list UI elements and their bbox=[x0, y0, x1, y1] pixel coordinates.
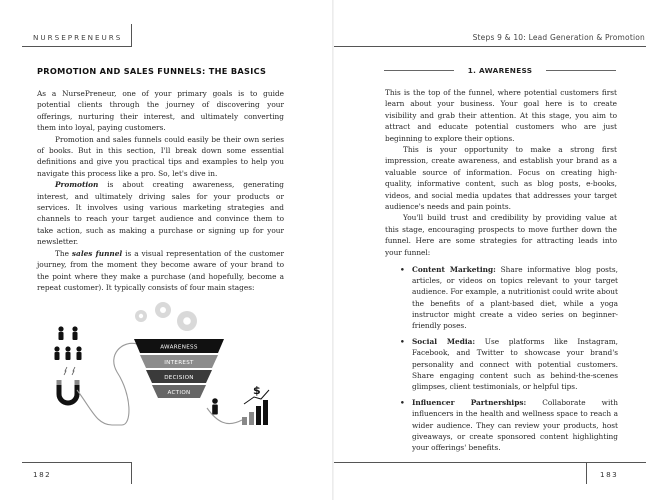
funnel-label-interest: INTEREST bbox=[164, 360, 194, 366]
page-number-left: 182 bbox=[33, 470, 52, 479]
footer-divider-right bbox=[586, 462, 587, 484]
bullet-text: Share informative blog posts, articles, or videos on topics relevant to your target audience. For example, a nutritionist could write about the benefits of a plant-based diet, while a yoga instructor might create a video series on beginner-friendly poses. bbox=[412, 265, 618, 331]
strategy-list bbox=[400, 264, 618, 458]
growth-chart-icon bbox=[242, 384, 269, 425]
customer-icon bbox=[212, 398, 218, 414]
section-heading bbox=[384, 66, 616, 75]
right-body bbox=[385, 87, 617, 258]
section-heading-text: 1. AWARENESS bbox=[467, 66, 533, 75]
right-page bbox=[334, 0, 667, 500]
header-divider bbox=[131, 24, 132, 46]
header-rule-left bbox=[22, 46, 132, 47]
funnel-lead: The bbox=[55, 248, 72, 258]
paragraph: As a NursePreneur, one of your primary goals is to guide potential clients through the journey of discovering your offerings, nurturing their interest, and ultimately converting them into loyal, paying customers. bbox=[37, 89, 284, 133]
left-page bbox=[0, 0, 333, 500]
funnel-paragraph bbox=[37, 248, 284, 294]
funnel-label-decision: DECISION bbox=[164, 375, 194, 381]
paragraph: This is your opportunity to make a strong first impression, create awareness, and establish your brand as a valuable source of information. Focus on creating high-quality, informative content, such as blog posts, e-books, videos, and social media updates that addresses your target audience's needs and pain points. bbox=[385, 145, 617, 212]
journey-path bbox=[77, 343, 137, 425]
paragraph: You'll build trust and credibility by providing value at this stage, encouraging prospects to move further down the funnel. Here are some strategies for attracting leads into your funnel: bbox=[385, 213, 617, 257]
left-body bbox=[37, 88, 284, 293]
page-number-right: 183 bbox=[600, 470, 619, 479]
bullet-term: Influencer Partnerships: bbox=[412, 398, 527, 408]
list-item: • Social Media: Use platforms like Instagram, Facebook, and Twitter to showcase your brand's personality and connect with potential customers. Share engaging content such as behind-the-scenes glimpses, client testimonials, or helpful tips. bbox=[400, 337, 618, 392]
section-title: PROMOTION AND SALES FUNNELS: THE BASICS bbox=[37, 66, 267, 76]
bullet-text: Collaborate with influencers in the health and wellness space to reach a wider audience. They can review your products, host giveaways, or create sponsored content highlighting your offerings' benefits. bbox=[412, 398, 618, 453]
bullet-text: Use platforms like Instagram, Facebook, and Twitter to showcase your brand's personality and connect with potential customers. Share engaging content such as behind-the-scenes glimpses, client testimonials, or helpful tips. bbox=[412, 337, 618, 392]
bullet-term: Content Marketing: bbox=[412, 265, 496, 274]
funnel-text: is a visual representation of the customer journey, from the moment they become aware of your brand to the point where they make a purchase (and hopefully, become a repeat customer). It typically consists of four main stages: bbox=[37, 248, 285, 292]
header-rule-right bbox=[334, 46, 646, 47]
promotion-term: Promotion bbox=[55, 180, 99, 190]
running-head-left: NURSEPRENEURS bbox=[33, 33, 123, 42]
gear-icons bbox=[135, 302, 197, 331]
people-icons bbox=[54, 326, 81, 360]
footer-divider-left bbox=[131, 462, 132, 484]
bullet-term: Social Media: bbox=[412, 337, 476, 347]
promotion-text: is about creating awareness, generating interest, and ultimately driving sales for your products or services. It involves using various marketing strategies and channels to reach your target audience and convince them to take action, such as making a purchase or signing up for your newsletter. bbox=[37, 180, 284, 247]
list-item: • Influencer Partnerships: Collaborate with influencers in the health and wellness space to reach a wider audience. They can review your products, host giveaways, or create sponsored content highlighting your offerings' benefits. bbox=[400, 398, 618, 453]
heading-rule-right bbox=[546, 70, 616, 71]
footer-rule-left bbox=[22, 462, 132, 463]
dollar-icon: $ bbox=[253, 384, 261, 397]
funnel-label-awareness: AWARENESS bbox=[160, 344, 198, 351]
paragraph: Promotion and sales funnels could easily be their own series of books. But in this section, I'll break down some essential definitions and give you practical tips and examples to help you navigate this process like a pro. So, let's dive in. bbox=[37, 134, 284, 178]
magnet-icon bbox=[57, 367, 80, 403]
funnel-label-action: ACTION bbox=[167, 390, 191, 396]
heading-rule-left bbox=[384, 70, 454, 71]
promotion-paragraph bbox=[37, 179, 284, 247]
list-item: • Content Marketing: Share informative blog posts, articles, or videos on topics relevant to your target audience. For example, a nutritionist could write about the benefits of a plant-based diet, while a yoga instructor might create a video series on beginner-friendly poses. bbox=[400, 265, 618, 331]
paragraph: This is the top of the funnel, where potential customers first learn about your business. Your goal here is to create visibility and grab their attention. At this stage, you aim to attract and educate potential customers who are just beginning to explore their options. bbox=[385, 88, 617, 143]
footer-rule-right bbox=[334, 462, 646, 463]
running-head-right: Steps 9 & 10: Lead Generation & Promotion bbox=[472, 33, 645, 42]
funnel-term: sales funnel bbox=[71, 248, 123, 258]
sales-funnel-illustration bbox=[37, 300, 287, 435]
